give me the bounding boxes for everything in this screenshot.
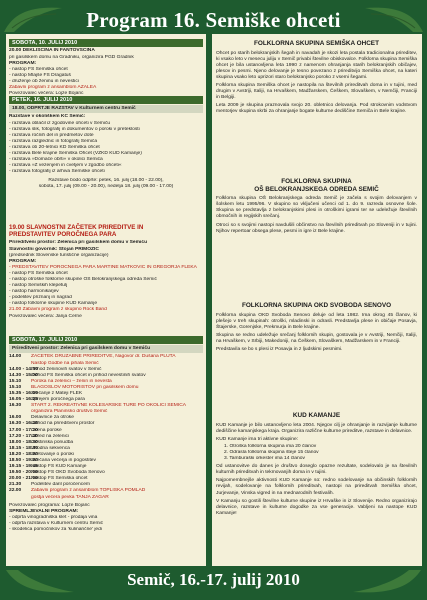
group-list-item: 3. Tamburaški orkester ima 14 članov [224, 456, 305, 462]
schedule-time: 19.15 - 19.45 [9, 464, 38, 470]
schedule-list [9, 354, 203, 500]
schedule-event: Prihod ženinovih svatov v Semič [31, 366, 102, 372]
schedule-time: 15.10 [9, 384, 22, 390]
ceremony-heading-1: 19.00 SLAVNOSTNI ZAČETEK PRIREDITVE IN [9, 224, 144, 231]
side-program-item: - skodelica pomočnikov za 'kulinarične' jedi [9, 527, 102, 533]
schedule-event: START 2. REKREATIVNE KOLESARSKE TURE PO OKOLICI SEMIČA [31, 403, 187, 409]
footer-date: Semič, 16.-17. julij 2010 [127, 570, 300, 589]
schedule-time: 20.00 - 21.00 [9, 476, 38, 482]
schedule-event: ZAČETEK DRUŽABNE PRIREDITVE, Nagovor dr. Dušana PLUTA [31, 354, 176, 360]
section-title: KUD KAMANJE [292, 412, 341, 419]
venue-line: Prireditveni prostor: Zelenica pri gasilskem domu v Semiču [9, 240, 148, 246]
schedule-event: Nastop Godbe na pihala Semič [31, 360, 99, 366]
exhibition-item: - razstava razglednic in fotografij Semiča [9, 138, 98, 144]
schedule-event: Svetovanje o poroki [31, 451, 74, 457]
exhibition-item: - razstava ročnih del in predmetov dote [9, 132, 94, 138]
saturday-17-block [9, 336, 203, 533]
section-semiska-ohcet [216, 40, 417, 116]
program-item: - nastop folklorne skupine KUD Kamanje [9, 301, 98, 307]
schedule-event: Podelitev daril poročencem [31, 482, 90, 488]
exhibition-item: - razstava oblačil iz zgodovine ohceti v Semiču [9, 120, 111, 126]
schedule-time: 17.20 - 17.40 [9, 433, 38, 439]
schedule-event: Zabavni program z ansamblom TOPLIŠKA POMLAD [31, 488, 146, 494]
schedule-event: Nastop FS OKD Svoboda Senovo [31, 470, 105, 476]
schedule-time: 14.00 - 14.30 [9, 366, 38, 372]
section-paragraph: Od ustanovitve do danes je društvo doseglo opazne rezultate, sodelovalo je na številnih kulturnih prireditvah in tekmovanjih doma in v tujini. [216, 464, 417, 476]
exhibition-opening-bar: 18.00, ODPRTJE RAZSTAV v Kulturnem centru Semič [9, 105, 203, 113]
section-title: FOLKLORNA SKUPINA OKD SVOBODA SENOVO [241, 302, 392, 309]
section-paragraph: Folklorna skupina OŠ Belokranjskega odreda Semič je začela s svojim delovanjem v šolskem letu 1995/96. V skupino so vključeni učenci od 1. do 9. razreda osnovne šole. Skupina se predstavlja z belokranjskimi plesi in otroškimi igrami ter se udeležuje številnih območnih in regijskih srečanj. [216, 196, 417, 220]
program-item: - nastop Mlajše FS Dragatuš [9, 72, 71, 78]
section-paragraph: V Kamanju so gostili številne kulturne skupine iz Hrvaške in iz Slovenije. Redno organizirajo delavnice, razstave in kulturne dogodke za vse generacije. Vabljeni na nastope KUD Kamanje! [216, 498, 417, 516]
host-line: Povezovalec programa: Lojze Bojanc [9, 502, 90, 508]
section-paragraph: KUD Kamanje ima tri aktivne skupine: [216, 436, 299, 442]
program-item: - nastop otroške folklorne skupine OŠ Belokranjskega odreda Semič [9, 276, 157, 282]
host-line: Povezovalec večera: Lojze Bojanc [9, 91, 84, 97]
exhibitions-label: Razstave v okoliškem KC Semič: [9, 114, 86, 120]
schedule-event: Vhodna sekvenca [31, 445, 70, 451]
section-title: OŠ BELOKRANJSKEGA ODREDA SEMIČ [254, 185, 379, 193]
schedule-event: Odhod FS Semiška ohcet in prihod nevestinih svatov [31, 372, 146, 378]
program-item: - nastop FS Semiška ohcet [9, 270, 68, 276]
schedule-time: 18.50 - 19.30 [9, 458, 38, 463]
schedule-time: 16.30 - 16.45 [9, 421, 38, 427]
schedule-event: BLAGOSLOV MOTORISTOV pri gasilskem domu [31, 384, 139, 390]
schedule-event: Nastop FS Semiška ohcet [31, 476, 88, 482]
schedule-time: 19.50 - 20.00 [9, 470, 38, 476]
schedule-event: gostja večera pevka TANJA ŽAGAR [31, 494, 109, 500]
schedule-time: 16.05 - 16.25 [9, 397, 38, 403]
schedule-time: 17.00 - 17.20 [9, 427, 38, 433]
schedule-event: Poroka na zelenici – ženin in nevesta [31, 378, 112, 384]
schedule-time: 22.00 [9, 488, 22, 494]
program-item: - nastop harmonikarjev [9, 289, 59, 295]
section-kud-kamanje [216, 412, 417, 517]
friday-16-block [9, 96, 203, 191]
exhibition-item: - razstava ob 20-letnici KD Semiška ohcet [9, 144, 100, 150]
program-item: - nastop FS Semiška ohcet [9, 66, 68, 72]
schedule-time: 15.35 - 16.00 [9, 390, 38, 396]
section-paragraph: KUD Kamanje je bilo ustanovljeno leta 2004. Njegov cilj je ohranjanje in razvijanje kulturne dediščine kamanjskega kraja. Organizira različne kulturne prireditve, razstave in delavnice. [216, 422, 417, 434]
exhibition-item: - razstava fotografij iz arhiva Semiške ohceti [9, 169, 105, 175]
schedule-event: Delavnice za otroke [31, 415, 74, 421]
section-paragraph: Najpomembnejše aktivnosti KUD Kamanje so: redno sodelovanje na občinskih folklornih revijah, sodelovanje na folklornih prireditvah, nastopi na prireditvah Semiška ohcet, Jurjevanje, Vinska vigred in na mednarodnih festivalih. [216, 478, 417, 496]
side-program-label: SPREMLJEVALNI PROGRAM: [9, 508, 79, 514]
exhibition-item: - razstava Bele krajine Semiška Ohcet (VZKD KUD Kamanje) [9, 150, 142, 156]
schedule-event: organizira Planinsko društvo Semič [31, 409, 108, 415]
saturday-10-block [9, 39, 203, 97]
section-title: FOLKLORNA SKUPINA [281, 178, 352, 185]
side-program-item: - odprta vinogradniška klet - prodaja vina [9, 514, 98, 520]
exhibition-item: - razstava »Domače obrti« v okolici Semiča [9, 157, 103, 163]
speaker-note: (predsednik Slovenske turistične organizacije) [9, 252, 109, 258]
program-item: - podelitev priznanj in nagrad [9, 295, 72, 301]
program-label: PROGRAM: [9, 60, 37, 66]
section-os-semic [216, 178, 417, 235]
section-title: FOLKLORNA SKUPINA SEMIŠKA OHCET [254, 40, 379, 47]
side-program-item: - odprta razstava v Kulturnem centru Semič [9, 520, 104, 526]
section-okd-senovo [216, 302, 417, 353]
schedule-event: Sprejem poročnega para [31, 397, 85, 403]
program-item: 21.00 Zabavni program z skupino Rock Band [9, 307, 107, 313]
venue-bar: Prireditveni prostor: Zelenica pri gasilskem domu v Semiču [9, 345, 203, 353]
schedule-time: 14.30 - 15.00 [9, 372, 38, 378]
date-bar-saturday-10: SOBOTA, 10. JULIJ 2010 [9, 39, 203, 47]
schedule-event: Odhod na prireditveni prostor [31, 421, 95, 427]
exhibition-item: - razstava »Z vezenjem in cvetjem v zgodbo ohceti« [9, 163, 122, 169]
schedule-event: Obred na zelenici [31, 433, 70, 439]
group-list-item: 2. Odrasla folklorna skupina šteje 15 članov [224, 449, 319, 455]
ceremony-heading-2: PREDSTAVITEV POROČNEGA PARA [9, 231, 117, 239]
date-bar-saturday-17: SOBOTA, 17. JULIJ 2010 [9, 336, 203, 344]
schedule-event: Svečana večerja in pogostitev [31, 458, 96, 463]
schedule-time [9, 495, 31, 501]
schedule-time: 16.00 [9, 415, 22, 421]
section-paragraph: Otroci so s svojimi nastopi navdušili občinstvo na številnih prireditvah po Sloveniji in v tujini. Njihov repertoar obsega plese, pesmi in igre iz Bele krajine. [216, 222, 417, 234]
schedule-event: Ocena poroke [31, 427, 62, 433]
program-item: Zabavni program z ansamblom AZALEA [9, 84, 97, 90]
host-line: Povezovalec večera: Janja Černe [9, 313, 82, 319]
schedule-time: 18.20 - 18.30 [9, 451, 38, 457]
schedule-time: 21.30 [9, 482, 22, 488]
opening-hours: sobota, 17. julij (09.00 - 20.00), nedelja 18. julij (09.00 - 17.00) [38, 184, 174, 190]
section-paragraph: Leta 2009 je skupina praznovala svojo 20. obletnico delovanja. Pod strokovnim vodstvom mentorjev skupina skrbi za ohranjanje bogate kulturne dediščine Semiča in Bele krajine. [216, 103, 417, 115]
speaker-line: Slavnostni govornik: Stojan PRIMOŽIČ [9, 246, 99, 252]
section-paragraph: Folklorna skupina Semiška ohcet je nastopila na številnih prireditvah doma in v tujini, med drugim v Avstriji, Italiji, na Hrvaškem, Madžarskem, Češkem, Slovaškem, v Nemčiji, Franciji in Belgiji. [216, 83, 417, 101]
schedule-event: Nastop FS KUD Kamanje [31, 464, 87, 470]
schedule-event: Gostinska ponudba [31, 439, 74, 445]
schedule-time: 15.10 [9, 378, 22, 384]
program-item: - PREDSTAVITEV POROČNEGA PARA MARTINE MATKOVIČ IN GREGORJA FLEKA [9, 264, 197, 270]
section-paragraph: Predstavila se bo s plesi iz Posavja in z ljudskimi pesmimi. [216, 347, 343, 353]
exhibition-item: - razstava slik, fotografij in dokumentov o poroki v preteklosti [9, 126, 140, 132]
event-line: pri gasilskem domu na Gradniku, organizira PGD Gradnik [9, 54, 134, 60]
schedule-event: Srečanje z Mateji FLEK [31, 390, 83, 396]
ceremony-block [9, 224, 203, 320]
groups-panel [212, 34, 422, 566]
schedule-time: 14.00 [9, 354, 22, 360]
date-bar-friday-16: PETEK, 16. JULIJ 2010 [9, 96, 203, 104]
program-item: - nastop Semiških klepetulj [9, 283, 68, 289]
schedule-time: 18.15 - 18.30 [9, 445, 38, 451]
section-paragraph: Skupina se redno udeležuje srečanj folklornih skupin, gostovala je v Avstriji, Nemčiji, Italiji, na Hrvaškem, v Srbiji, Makedoniji, na Češkem, Slovaškem, Madžarskem in v Franciji. [216, 332, 417, 344]
schedule-time: 16.30 [9, 403, 22, 409]
program-item: - druženje ob ženinu in nevestici [9, 78, 79, 84]
section-paragraph: Ohcet po starih belokranjskih šegah in navadah je skozi leta postala tradicionalna prireditev, ki vsako leto v mesecu juliju v Semič privabi številne obiskovalce. Folklorna skupina Semiška ohcet je bila ustanovljena leta 1990 z namenom ohranjanja starih belokranjskih običajev, plesov in pesmi. Njeno delovanje je tesno povezano z prireditvijo Semiška ohcet, na kateri skupina vsako leto uprizori staro belokranjsko poroko z vsemi šegami. [216, 50, 417, 80]
page-title: Program 16. Semiške ohceti [86, 8, 341, 32]
opening-hours: Razstave bodo odprte: petek, 16. julij (18.00 - 22.00), [48, 178, 164, 184]
schedule-row [9, 495, 203, 501]
section-paragraph: Folklorna skupina OKD Svoboda Senovo deluje od leta 1982. Ima okrog 45 članov, ki plešejo v treh skupinah: otroški, mladinski in odrasli. Predstavlja plese in običaje Posavja, Štajerske, Gorenjske, Prekmurja in Bele krajine. [216, 312, 417, 330]
event-line: 20.00 DEKLIŠČINA IN FANTOVŠČINA [9, 48, 95, 54]
schedule-time: 18.00 - 18.30 [9, 439, 38, 445]
program-label: PROGRAM: [9, 258, 37, 264]
program-panel [6, 34, 206, 566]
group-list-item: 1. Otroška folklorna skupina ima 20 članov [224, 443, 317, 449]
